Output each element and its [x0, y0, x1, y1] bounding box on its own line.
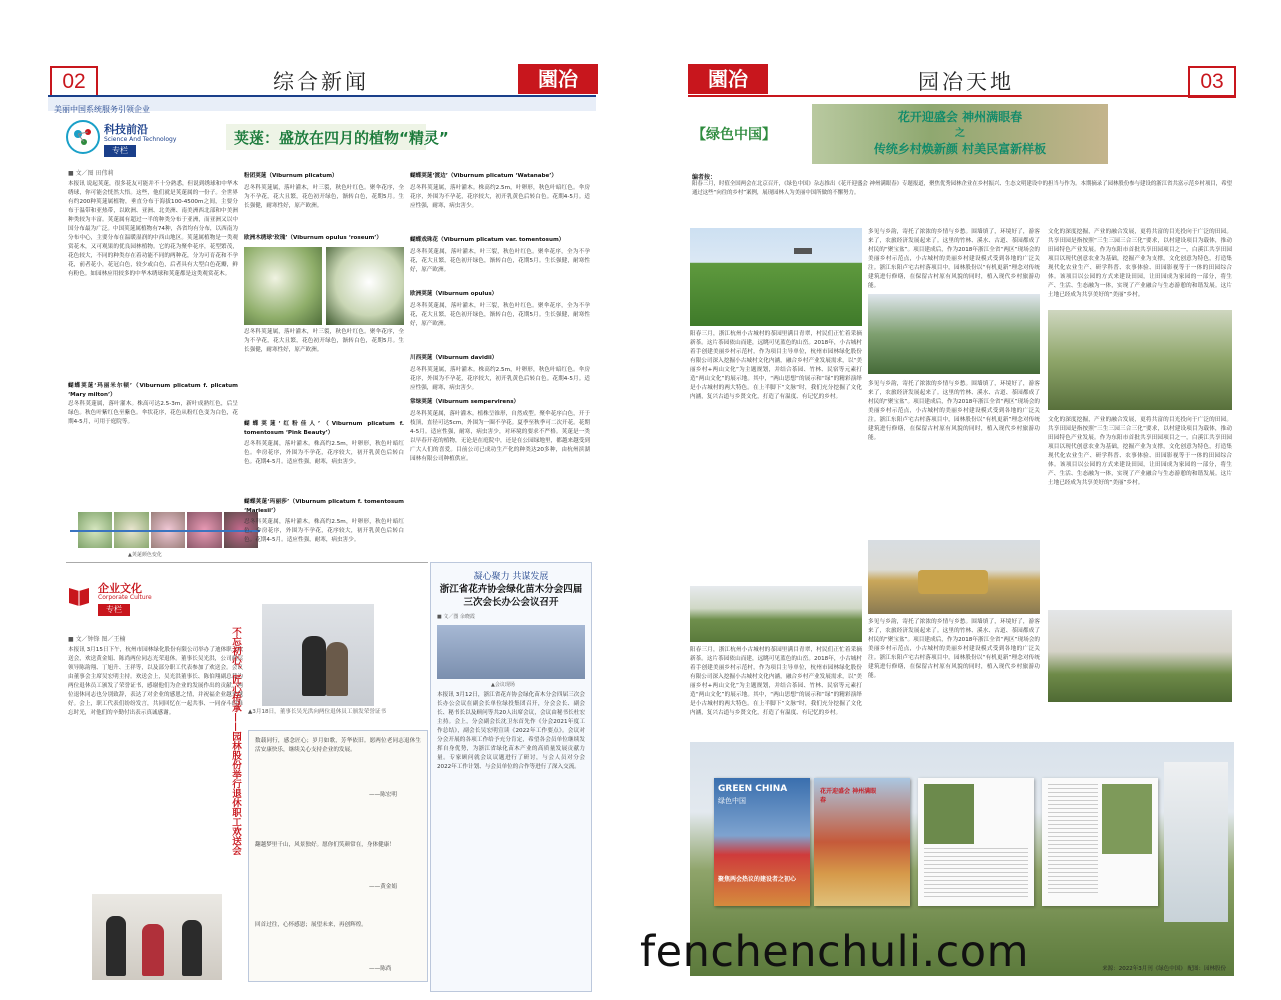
col3-body-top: 文化的深度挖掘，产业的融合发展，更将共富的目光投向于广泛的田园。共享田园是指按照“三生三园三合三化”要求，以村建设项目为载体，推动田园特色产业发展。作为东阳市首批共享田园项目之一，白溪江共享田园项目以现代创意农业为基础，挖掘产业为支撑，文化创意为特色，打造集现代化农业生产、研学科普、农事体验、田园影视等于一体的田园综合体。该项目以公园的方式来建设田园，让田园成为家园的一部分，将生产、生活、生态融为一体，实现了产业融合与生态游憩的和谐发展。这片土地已经成为共享美好的“美丽”乡村。 — [1048, 229, 1232, 298]
viburnum-snowball-photo — [326, 247, 404, 325]
subtitle-strip — [48, 97, 596, 114]
meeting-caption: ▲会议现场 — [491, 682, 515, 688]
divider — [66, 562, 428, 563]
flowers-award-photo — [92, 894, 222, 980]
magazine-article-page — [918, 778, 1034, 906]
col3-body: 文化的深度挖掘，产业的融合发展，更将共富的目光投向于广泛的田园。共享田园是指按照“三生三园三合三化”要求，以村建设项目为载体，推动田园特色产业发展。作为东阳市首批共享田园项目之一，白溪江共享田园项目以现代创意农业为基础，挖掘产业为支撑，文化创意为特色，打造集现代化农业生产、研学科普、农事体验、田园影视等于一体的田园综合体。该项目以公园的方式来建设田园，让田园成为家园的一部分，将生产、生活、生态融为一体，实现了产业融合与生态游憩的和谐发展。这片土地已经成为共享美好的“美丽”乡村。 — [1048, 417, 1232, 486]
header-rule — [688, 95, 1236, 97]
book-icon — [66, 582, 92, 608]
magazine-cover — [714, 778, 810, 906]
culture-badge-tag: 专栏 — [98, 604, 130, 616]
color-arrow — [70, 530, 260, 532]
tech-body-right-4: 忍冬科荚蒾属，落叶灌木。株高约2.5m，叶卵形，秋色叶暗红色。伞房花序，外围为不孕花，花序较大，初开乳黄色后转白色。花期4-5月。适应性强，耐寒，病虫害少。 — [410, 367, 590, 391]
culture-badge-cn: 企业文化 — [98, 582, 142, 595]
meeting-title: 浙江省花卉协会绿化苗木分会四届三次会长办公会议召开 — [439, 584, 583, 608]
tech-body-right-2: 忍冬科荚蒾属，落叶灌木，叶三裂，秋色叶红色。聚伞花序，全为不孕花，花大且繁，花色初开绿色，渐转白色，花期5月。生长强健，耐寒性好，原产欧洲。 — [410, 249, 590, 273]
magazine-article-page — [1164, 762, 1228, 922]
editor-label: 编者按： — [692, 174, 717, 181]
poem-sign-2: ——黄金娟 — [369, 884, 397, 890]
magazine-cover-text: 聚焦两会热议的建设者之初心 — [718, 876, 797, 883]
culture-body: 本报讯 3月15日下午，杭州市园林绿化股份有限公司举办了迪体职工欢送会，欢送黄金娟、陈尚两位同志光荣退休。董事长吴光洪，公司两层领导陈韵翔、丁旭升、王祥等，以及部分职工代表参加了欢送会。会议由董事会主席吴宏明主持。欢送会上，吴光洪董事长、陈伯翔副总裁为两位退休员工颁发了荣誉证书，感谢他们为企业的发展作出的贡献。两位退休同志也分别致辞，表达了对企业的感恩之情，并祝福企业越来越好。会上，职工代表们纷纷发言，共同回忆在一起共事、一同奋斗的难忘时光，对他们的辛勤付出表示真诚感谢。 — [68, 647, 243, 716]
meeting-article — [430, 562, 592, 992]
viburnum-rose-photo — [244, 247, 322, 325]
culture-vertical-title: 不忘初心、匠心传承——园林股份举行退休职工欢送会 — [230, 627, 241, 855]
color-strip-caption: ▲荚蒾颜色变化 — [128, 552, 162, 558]
hay-bale-photo — [868, 540, 1040, 614]
watermark: fenchenchuli.com — [640, 927, 1029, 977]
banner — [812, 104, 1108, 164]
farm-cottages-photo — [1048, 610, 1232, 702]
yuanye-logo: 園冶 — [688, 64, 768, 94]
meeting-body: 本报讯 3月12日，浙江省花卉协会绿化苗木分会四届三次会长办公会议在副会长单位绿投集团召开，分会会长、副会长、秘书长以及顾问等共20人出席会议，会议由秘书长杜宏主持。会上，分会副会长沈卫东首先作《分会2021年度工作总结》，副会长吴宏明宣读《2022年工作要点》。会议对分会开展的各项工作给予充分肯定，希望各会员单位继续发挥自身优势，为浙江省绿化苗木产业的高质量发展贡献力量。专家顾问就会议议题进行了研讨，与会人员对分会2022年工作计划、与会员单位的合作等进行了深入交流。 — [437, 692, 585, 770]
boardwalk-photo — [1048, 310, 1232, 410]
variety-10-title: 常绿荚蒾（Viburnum sempervirens） — [410, 399, 520, 405]
tech-body-mid: 忍冬科荚蒾属，落叶灌木，叶三裂，秋色叶红色。聚伞花序，全为不孕花，花大且繁，花色初开绿色，渐转白色，花期5月。生长强健，耐寒性好，原产欧洲。 — [244, 329, 404, 353]
culture-photo-caption: ▲3月18日，董事长吴光洪向两位退休员工颁发荣誉证书 — [248, 709, 387, 715]
poem-sign-3: ——陈尚 — [369, 966, 392, 972]
poem-box — [248, 730, 428, 982]
person-figure — [302, 636, 326, 696]
col2-body-top: 多见与乡韵，寄托了浓浓的乡情与乡愁。围墙填了，环境好了，游客来了，农旅经济发展起来了。这里的竹林、溪水、古道、茶园都成了村民的“聚宝盆”。项目建成后，作为2018年浙江全省“两区”现场会的美丽乡村示范点，小古城村的美丽乡村建设模式受到各地的广泛关注。浙江东阳卢宅古村落项目中，园林股份以“有机更新”理念对传统建筑进行修缮，在保留古村原有风貌的同时，植入现代乡村旅游功能。 — [868, 229, 1040, 289]
grand-caption: 来源：2022年3月刊《绿色中国》 配图：园林股份 — [1102, 966, 1226, 972]
magazine-text — [924, 848, 1028, 900]
magazine-photo — [924, 784, 974, 844]
variety-6-title: 蝴蝶荚蒾‘渡边’（Viburnum plicatum ‘Watanabe’） — [410, 173, 557, 179]
person-figure — [106, 916, 126, 976]
editor-note: 阳春三月，时值全国两会在北京召开，《绿色中国》杂志推出《花开迎盛会 神州满眼春》专题报道，聚焦优秀园林企业在乡村振兴、生态文明建设中的担当与作为。本期摘录了园林股份参与建设的浙江省共富示范乡村项目，希望通过这些“向往的乡村”案例，展现园林人为美丽中国所做的不懈努力。 — [692, 181, 1232, 196]
poem-text-1: 数载同行，感念匠心；岁月如歌，芳华依旧。愿两位老同志退休生活安康快乐，继续关心支持企业的发展。 — [255, 738, 421, 753]
meeting-slogan: 凝心聚力 共谋发展 — [473, 572, 549, 582]
meeting-photo — [437, 625, 585, 679]
tech-byline: ■ 文／图 田伟莉 — [68, 170, 114, 177]
tech-body-left: 本报讯 说起荚蒾，很多花友可能并不十分熟悉，但说到绣球和中华木绣球，你可能会恍然大悟。这些，他们就是荚蒾属的一份子。全世界有约200种荚蒾属植物，垂直分布于海拔100-4500m之间，主要分布于温带和亚热带，以欧洲、亚洲、北美洲、南美洲西北部和中美洲种类较为丰富。荚蒾属有超过一半的种类分布于亚洲，而亚洲又以中国分布最为广泛。中国荚蒾属植物有74种，各省均有分布，以西南为分布中心，主要分布在温暖湿润的中西山地区。荚蒾属植物是一类观赏花木，又可观果的优良园林植物。它的花为聚伞花序，花型繁茂，花色较大，不同的种类存在着功能不同的两种花，分为可育花和不孕花，前者花小，花冠白色，较少或白色，后者具有大型白色花瓣，鲜有粉色。如园林应用较多的中华木绣球和荚蒾都是这类观赏花木。 — [68, 181, 238, 277]
tech-body-mid-intro: 忍冬科荚蒾属，落叶灌木，叶三裂，秋色叶红色。聚伞花序，全为不孕花，花大且繁，花色初开绿色，渐转白色，花期5月。生长强健，耐寒性好，原产欧洲。 — [244, 185, 404, 209]
banner-line-2: 之 — [955, 128, 965, 139]
tech-body-right-1: 忍冬科荚蒾属，落叶灌木。株高约2.5m，叶卵形，秋色叶暗红色。伞房花序，外围为不孕花，花序较大，初开乳黄色后转白色。花期4-5月。适应性强，耐寒，病虫害少。 — [410, 185, 590, 209]
yuanye-logo: 園冶 — [518, 64, 598, 94]
magazine-sub: 绿色中国 — [718, 797, 746, 805]
variety-8-title: 欧洲荚蒾（Viburnum opulus） — [410, 291, 498, 297]
col1-body: 阳春三月，浙江杭州小古城村的茶园里满目青翠，村民们正忙着采摘新茶。这片茶园依山而建，远眺可见蓝色的山峦。2018年，小古城村着手创建美丽乡村示范村，作为项目主导单位，杭州市园林绿化股份有限公司深入挖掘小古城村文化内涵，融合乡村产业发展需求，以“美丽乡村+两山文化”为主题规划，并结合茶园、竹林、民宿等元素打造“两山文化”的展示地。其中，“两山思想”的展示和“绿”的精彩演绎是小古城村的两大特色。在上半脚下“文脉”时，我们充分挖掘了文化内涵，复兴古道与乡贤文化，打造了有温度、有记忆的乡村。 — [690, 331, 862, 400]
tech-body-mid-2: 忍冬科荚蒾属，落叶灌木。株高约2.5m，叶卵形，秋色叶暗红色。伞房花序，外围为不孕花，花序较大，初开乳黄色后转白色。花期4-5月。适应性强，耐寒，病虫害少。 — [244, 441, 404, 465]
pavilion — [794, 248, 812, 266]
subtitle: 美丽中国系统服务引领企业 — [54, 105, 150, 114]
poem-sign-1: ——陈宏明 — [369, 792, 397, 798]
tech-body-left-2: 忍冬科荚蒾属，落叶灌木。株高可达2.5-3m，新叶成熟红色，后呈绿色。秋色叶紫红色至紫色。伞状花序，花色从粉红色变为白色，花期4-5月，可用于庭院等。 — [68, 401, 238, 425]
banner-line-1: 花开迎盛会 神州满眼春 — [897, 110, 1023, 124]
magazine-label: GREEN CHINA — [718, 784, 788, 794]
col2-body-2: 多见与乡韵，寄托了浓浓的乡情与乡愁。围墙填了，环境好了，游客来了，农旅经济发展起来了。这里的竹林、溪水、古道、茶园都成了村民的“聚宝盆”。项目建成后，作为2018年浙江全省“两区”现场会的美丽乡村示范点，小古城村的美丽乡村建设模式受到各地的广泛关注。浙江东阳卢宅古村落项目中，园林股份以“有机更新”理念对传统建筑进行修缮，在保留古村原有风貌的同时，植入现代乡村旅游功能。 — [868, 619, 1040, 679]
culture-byline: ■ 文／钟锋 图／王楠 — [68, 636, 126, 643]
molecule-icon — [66, 120, 100, 154]
tech-body-mid-3: 忍冬科荚蒾属，落叶灌木。株高约2.5m，叶卵形，秋色叶暗红色。伞房花序，外围为不孕花，花序较大，初开乳黄色后转白色。花期4-5月。适应性强，耐寒，病虫害少。 — [244, 519, 404, 543]
right-page — [688, 62, 1236, 992]
person-figure — [182, 920, 202, 976]
poem-text-2: 翻越梦里千山，风景独好。愿你们笑颜常在，身体健康！ — [255, 842, 395, 848]
tea-garden-photo — [690, 228, 862, 326]
variety-7-title: 蝴蝶戏珠花（Viburnum plicatum var. tomentosum） — [410, 237, 565, 243]
page-number: 03 — [1188, 66, 1236, 98]
person-figure — [142, 924, 164, 976]
culture-badge-en: Corporate Culture — [98, 594, 152, 601]
village-road-photo — [690, 586, 862, 642]
right-header — [688, 62, 1236, 94]
left-header — [48, 62, 596, 94]
column-tag: 【绿色中国】 — [692, 127, 776, 143]
tech-badge-cn: 科技前沿 — [104, 123, 148, 136]
tech-body-right: 忍冬科荚蒾属，落叶灌木。植株呈锥形，自然成型。聚伞花序白色，开于枝顶，直径可达5cm，外围为一圈不孕花。夏季至秋季可二次开花。花期4-5月。适应性强，耐寒，病虫害少，对环境的要求不严格。荚蒾是一类以早春开花的植物，无论是在庭院中，还是在公园绿地里，都越来越受到广大人们的喜爱。目前公司已成功生产化的种类达20多种，由杭州滨湖园林有限公司种植供应。 — [410, 411, 590, 462]
magazine-text — [1048, 784, 1098, 894]
magazine-article-page — [1042, 778, 1158, 906]
tech-body-right-3: 忍冬科荚蒾属，落叶灌木，叶三裂，秋色叶红色。聚伞花序，全为不孕花，花大且繁，花色初开绿色，渐转白色，花期5月。生长强健，耐寒性好，原产欧洲。 — [410, 303, 590, 327]
magazine-spread-title: 花开迎盛会 神州满眼春 — [820, 788, 877, 804]
person-figure — [326, 642, 348, 696]
tech-badge-tag: 专栏 — [104, 145, 136, 157]
section-title: 综合新闻 — [273, 70, 369, 94]
retirement-photo — [262, 604, 374, 706]
variety-9-title: 川西荚蒾（Viburnum davidii） — [410, 355, 498, 361]
variety-2-title: 粉团荚蒾（Viburnum plicatum） — [244, 173, 338, 179]
pond-photo — [868, 294, 1040, 374]
col1-body-2: 阳春三月，浙江杭州小古城村的茶园里满目青翠，村民们正忙着采摘新茶。这片茶园依山而建，远眺可见蓝色的山峦。2018年，小古城村着手创建美丽乡村示范村，作为项目主导单位，杭州市园林绿化股份有限公司深入挖掘小古城村文化内涵，融合乡村产业发展需求，以“美丽乡村+两山文化”为主题规划，并结合茶园、竹林、民宿等元素打造“两山文化”的展示地。其中，“两山思想”的展示和“绿”的精彩演绎是小古城村的两大特色。在上半脚下“文脉”时，我们充分挖掘了文化内涵，复兴古道与乡贤文化，打造了有温度、有记忆的乡村。 — [690, 647, 862, 716]
tech-badge-en: Science And Technology — [104, 136, 177, 143]
magazine-photo — [1102, 784, 1152, 854]
hay-bale — [918, 570, 988, 594]
section-title: 园冶天地 — [918, 70, 1014, 94]
variety-3-title: 欧洲木绣球‘玫瑰’（Viburnum opulus ‘roseum’） — [244, 235, 383, 241]
page-number: 02 — [50, 66, 98, 98]
tech-headline: 荚蒾：盛放在四月的植物“精灵” — [234, 129, 449, 147]
variety-5-title: 蝴蝶荚蒾‘玛丽莎’（Viburnum plicatum f. tomentosum ‘Mariesii’） — [244, 499, 404, 514]
variety-4-title: 蝴蝶荚蒾‘红粉佳人’（Viburnum plicatum f. tomentosum ‘Pink Beauty’） — [244, 421, 404, 436]
banner-line-3: 传统乡村焕新颜 村美民富新样板 — [873, 142, 1047, 156]
col2-body: 多见与乡韵，寄托了浓浓的乡情与乡愁。围墙填了，环境好了，游客来了，农旅经济发展起来了。这里的竹林、溪水、古道、茶园都成了村民的“聚宝盆”。项目建成后，作为2018年浙江全省“两区”现场会的美丽乡村示范点，小古城村的美丽乡村建设模式受到各地的广泛关注。浙江东阳卢宅古村落项目中，园林股份以“有机更新”理念对传统建筑进行修缮，在保留古村原有风貌的同时，植入现代乡村旅游功能。 — [868, 381, 1040, 441]
poem-text-3: 回首过往，心怀感恩；展望未来，再创辉煌。 — [255, 922, 367, 928]
left-page — [48, 62, 596, 992]
meeting-byline: ■ 文／图 余晓霞 — [437, 614, 475, 620]
variety-1-title: 蝴蝶荚蒾‘玛丽米尔顿’（Viburnum plicatum f. plicatum ‘Mary milton’） — [68, 383, 238, 398]
magazine-page — [814, 778, 910, 906]
